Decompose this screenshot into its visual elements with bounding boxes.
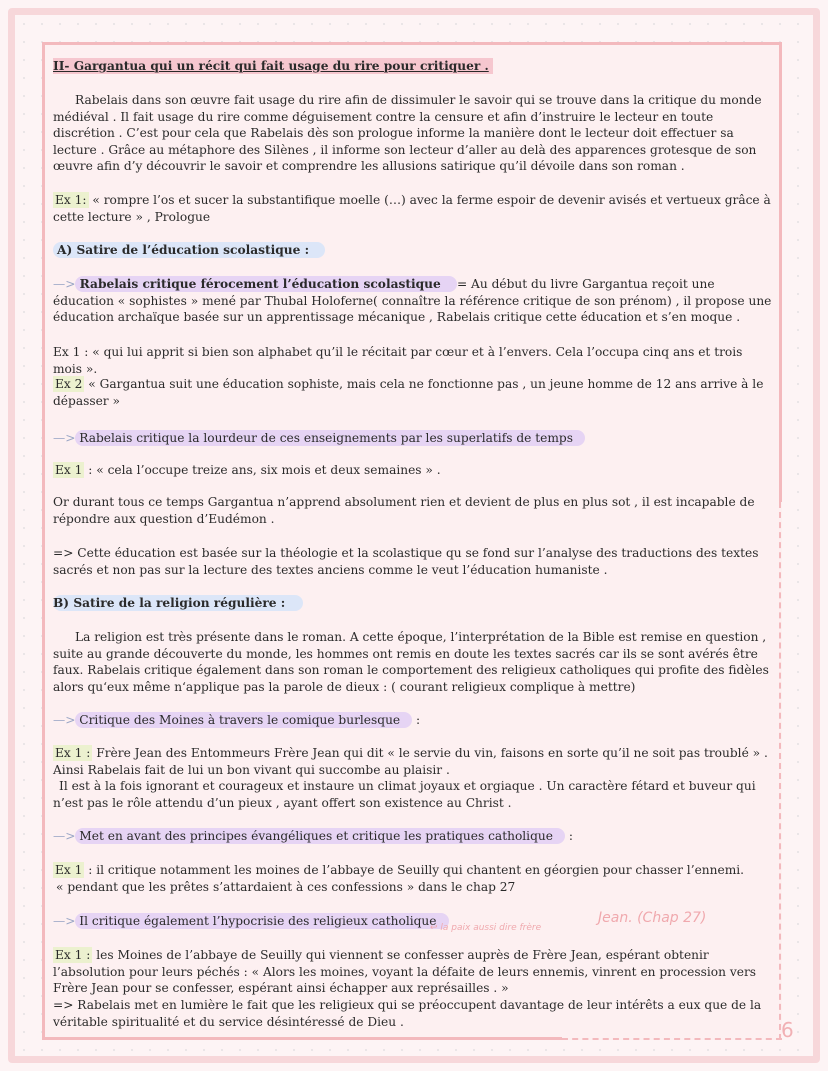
example-text: les Moines de l’abbaye de Seuilly qui viennent se confesser auprès de Frère Jean, espérant obtenir l’absolution pour leurs péchés : « Alors les moines, voyant la défaite de leurs ennemis, vinrent en procession vers Frère Jean pour se confesser, espérant ainsi échapper aux représailles . » [53, 948, 757, 995]
arrow-icon: —> [53, 713, 76, 727]
section-b-example-1-cont: Il est à la fois ignorant et courageux et instaure un climat joyaux et orgiaque . Un caractère fétard et buveur qui n’est pas le rôle attendu d’un pieux , ayant offert son existence au Christ . [53, 779, 756, 810]
example-label: Ex 1: [55, 193, 87, 207]
section-a-example-2 [53, 376, 775, 409]
example-label: Ex 1 : [53, 345, 89, 359]
section-b-heading [53, 595, 775, 612]
frame-dashed-right [779, 502, 781, 1040]
frame-bottom-edge [42, 1037, 562, 1040]
arrow-icon: —> [53, 277, 76, 291]
section-b-intro: La religion est très présente dans le roman. A cette époque, l’interprétation de la Bible est remise en question , suite au grande découverte du monde, les hommes ont remis en doute les textes sacrés car ils se sont avérés être faux. Rabelais critique également dans son roman le comportement des religieux catholiques qui profite des fidèles alors qu‘eux même n‘applique pas la parole de dieux : ( courant religieux complique à mettre) [53, 630, 769, 694]
example-label: Ex 2 [55, 377, 83, 391]
section-b-example-2-quote: « pendant que les prêtes s’attardaient à ces confessions » dans le chap 27 [56, 880, 516, 894]
example-prologue [53, 192, 775, 225]
page-number: 6 [781, 1018, 794, 1042]
point-highlight: Met en avant des principes évangéliques et critique les pratiques catholique [75, 828, 565, 844]
section-a-point-1 [53, 276, 775, 326]
point-highlight: Rabelais critique la lourdeur de ces enseignements par les superlatifs de temps [75, 430, 585, 446]
section-b-example-3 [53, 947, 775, 997]
arrow-icon: —> [53, 914, 76, 928]
example-label: Ex 1 [55, 463, 83, 477]
section-title [53, 58, 775, 75]
arrow-icon: —> [53, 431, 76, 445]
example-text: Frère Jean des Entommeurs Frère Jean qui dit « le servie du vin, faisons en sorte qu’il ne soit pas troublé » . Ainsi Rabelais fait de lui un bon vivant qui succombe au plaisir . [53, 746, 768, 777]
intro-paragraph: Rabelais dans son œuvre fait usage du rire afin de dissimuler le savoir qui se trouve dans la critique du monde médiéval . Il fait usage du rire comme déguisement contre la censure et afin d’instruire le lecteur en toute discrétion . C’est pour cela que Rabelais dès son prologue informe la manière dont le lecteur doit effectuer sa lecture . Grâce au métaphore des Silènes , il informe son lecteur d’aller au delà des apparences grotesque de son œuvre afin d’y découvrir le savoir et comprendre les allusions satirique qu’il dévoile dans son roman . [53, 93, 762, 173]
example-label: Ex 1 : [55, 746, 91, 760]
section-a-example-3 [53, 462, 775, 479]
section-b-example-1 [53, 745, 775, 778]
section-a-conclusion: => Cette éducation est basée sur la théologie et la scolastique qu se fond sur l’analyse des traductions des textes sacrés et non pas sur la lecture des textes anciens comme le veut l’éducation humaniste . [53, 546, 759, 577]
section-b-title [53, 595, 303, 611]
section-a-heading [53, 242, 775, 259]
section-b-letter: B) [53, 596, 70, 610]
example-label: Ex 1 [55, 863, 83, 877]
section-b-title-text: Satire de la religion régulière : [69, 596, 286, 610]
example-label: Ex 1 : [55, 948, 91, 962]
handwritten-note-2: Jean. (Chap 27) [598, 910, 707, 926]
example-text: : « cela l’occupe treize ans, six mois et deux semaines » . [84, 463, 441, 477]
point-highlight: Rabelais critique férocement l’éducation scolastique [75, 276, 457, 292]
arrow-icon: —> [53, 829, 76, 843]
point-highlight: Il critique également l’hypocrisie des religieux catholique [75, 913, 448, 929]
section-a-point-2 [53, 430, 775, 447]
frame-right-edge [779, 42, 782, 502]
example-text: « Gargantua suit une éducation sophiste, mais cela ne fonctionne pas , un jeune homme de 12 ans arrive à le dépasser » [53, 377, 764, 408]
section-a-example-1 [53, 344, 775, 377]
example-text: « qui lui apprit si bien son alphabet qu’il le récitait par cœur et à l’envers. Cela l’occupa cinq ans et trois mois ». [53, 345, 743, 376]
section-a-title: A) Satire de l’éducation scolastique : [53, 242, 325, 258]
section-a-paragraph: Or durant tous ce temps Gargantua n’apprend absolument rien et devient de plus en plus sot , il est incapable de répondre aux question d’Eudémon . [53, 495, 755, 526]
point-end: : [412, 713, 421, 727]
section-b-example-2 [53, 862, 775, 879]
page-title: II- Gargantua qui un récit qui fait usage du rire pour critiquer . [53, 58, 493, 74]
example-text: « rompre l’os et sucer la substantifique moelle (…) avec la ferme espoir de devenir avisés et vertueux grâce à cette lecture » , Prologue [53, 193, 771, 224]
example-text: : il critique notamment les moines de l’abbaye de Seuilly qui chantent en géorgien pour chasser l’ennemi. [84, 863, 745, 877]
frame-dashed-bottom [562, 1038, 782, 1040]
handwritten-note: ↩ la paix aussi dire frère [430, 923, 542, 933]
point-highlight: Critique des Moines à travers le comique burlesque [75, 712, 412, 728]
section-b-point-1 [53, 712, 775, 729]
point-text: = Au début du livre Gargantua reçoit une éducation « sophistes » mené par Thubal Holoferne( connaître la référence critique de son prénom) , il propose une éducation archaïque basée sur un apprentissage mécanique , Rabelais critique cette éducation et s’en moque . [53, 277, 772, 324]
point-end: : [564, 829, 573, 843]
section-b-conclusion: => Rabelais met en lumière le fait que les religieux qui se préoccupent davantage de leur intérêts a eux que de la véritable spiritualité et du service désintéressé de Dieu . [53, 998, 762, 1029]
section-b-point-2 [53, 828, 775, 845]
